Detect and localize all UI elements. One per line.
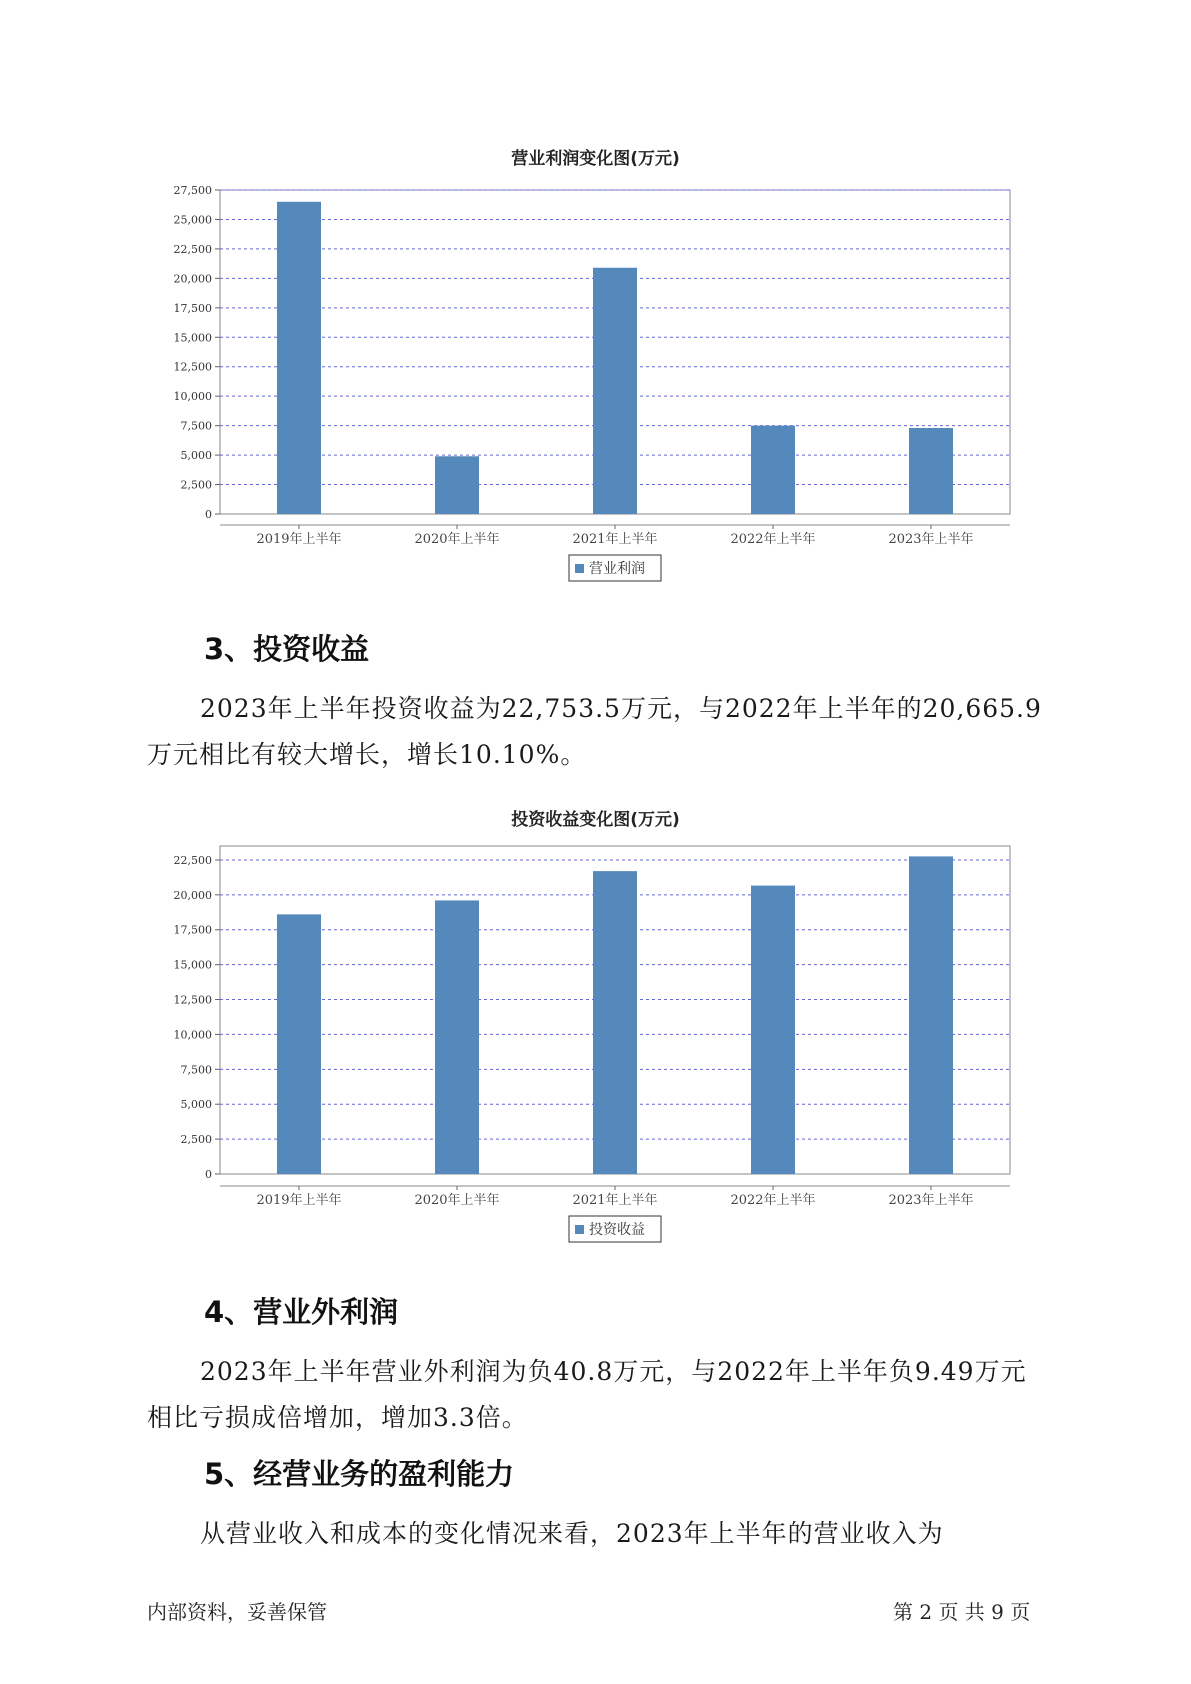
profitability-paragraph-line-1: 从营业收入和成本的变化情况来看，2023年上半年的营业收入为 xyxy=(200,1519,944,1548)
bar xyxy=(909,856,953,1174)
x-tick-label: 2020年上半年 xyxy=(414,1193,500,1208)
y-tick-label: 2,500 xyxy=(180,478,212,492)
y-tick-label: 25,000 xyxy=(173,213,212,227)
y-tick-label: 15,000 xyxy=(173,958,212,972)
y-tick-label: 22,500 xyxy=(173,242,212,256)
y-tick-label: 10,000 xyxy=(173,1028,212,1042)
y-tick-label: 17,500 xyxy=(173,923,212,937)
y-tick-label: 10,000 xyxy=(173,390,212,404)
operating-profit-chart-svg xyxy=(0,170,1191,590)
section-heading-non-operating: 4、营业外利润 xyxy=(204,1295,399,1329)
y-tick-label: 2,500 xyxy=(180,1133,212,1147)
section-heading-profitability: 5、经营业务的盈利能力 xyxy=(204,1457,515,1491)
bar xyxy=(277,202,321,514)
y-tick-label: 20,000 xyxy=(173,272,212,286)
bar xyxy=(751,426,795,514)
investment-income-chart-svg xyxy=(0,834,1191,1254)
y-tick-label: 0 xyxy=(205,508,212,521)
x-tick-label: 2019年上半年 xyxy=(256,532,342,547)
investment-paragraph-line-1: 2023年上半年投资收益为22,753.5万元，与2022年上半年的20,665.9 xyxy=(200,694,1042,723)
legend-label: 投资收益 xyxy=(589,1222,645,1238)
y-tick-label: 22,500 xyxy=(173,853,212,867)
y-tick-label: 15,000 xyxy=(173,331,212,345)
legend-swatch xyxy=(575,564,584,573)
x-tick-label: 2022年上半年 xyxy=(730,532,816,547)
y-tick-label: 17,500 xyxy=(173,301,212,315)
chart-title: 投资收益变化图(万元) xyxy=(511,810,680,830)
y-tick-label: 7,500 xyxy=(180,1063,212,1077)
x-tick-label: 2020年上半年 xyxy=(414,532,500,547)
x-tick-label: 2023年上半年 xyxy=(888,1193,974,1208)
bar xyxy=(593,268,637,514)
bar xyxy=(593,871,637,1174)
non-operating-paragraph-line-2: 相比亏损成倍增加，增加3.3倍。 xyxy=(147,1403,528,1432)
y-tick-label: 5,000 xyxy=(180,449,212,463)
non-operating-paragraph-line-1: 2023年上半年营业外利润为负40.8万元，与2022年上半年负9.49万元 xyxy=(200,1357,1027,1386)
legend-label: 营业利润 xyxy=(589,561,645,577)
bar xyxy=(435,456,479,514)
chart-title: 营业利润变化图(万元) xyxy=(511,149,680,169)
y-tick-label: 12,500 xyxy=(173,993,212,1007)
bar xyxy=(435,900,479,1174)
bar xyxy=(909,428,953,514)
bar xyxy=(277,914,321,1174)
footer-page-number: 第 2 页 共 9 页 xyxy=(893,1600,1031,1624)
x-tick-label: 2021年上半年 xyxy=(572,532,658,547)
y-tick-label: 12,500 xyxy=(173,360,212,374)
x-tick-label: 2019年上半年 xyxy=(256,1193,342,1208)
y-tick-label: 27,500 xyxy=(173,184,212,197)
x-tick-label: 2022年上半年 xyxy=(730,1193,816,1208)
x-tick-label: 2023年上半年 xyxy=(888,532,974,547)
y-tick-label: 7,500 xyxy=(180,419,212,433)
y-tick-label: 5,000 xyxy=(180,1098,212,1112)
x-tick-label: 2021年上半年 xyxy=(572,1193,658,1208)
footer-confidential-note: 内部资料，妥善保管 xyxy=(147,1600,327,1624)
legend-swatch xyxy=(575,1225,584,1234)
y-tick-label: 20,000 xyxy=(173,888,212,902)
investment-paragraph-line-2: 万元相比有较大增长，增长10.10%。 xyxy=(147,740,587,769)
section-heading-investment: 3、投资收益 xyxy=(204,632,370,666)
y-tick-label: 0 xyxy=(205,1168,212,1181)
bar xyxy=(751,886,795,1174)
